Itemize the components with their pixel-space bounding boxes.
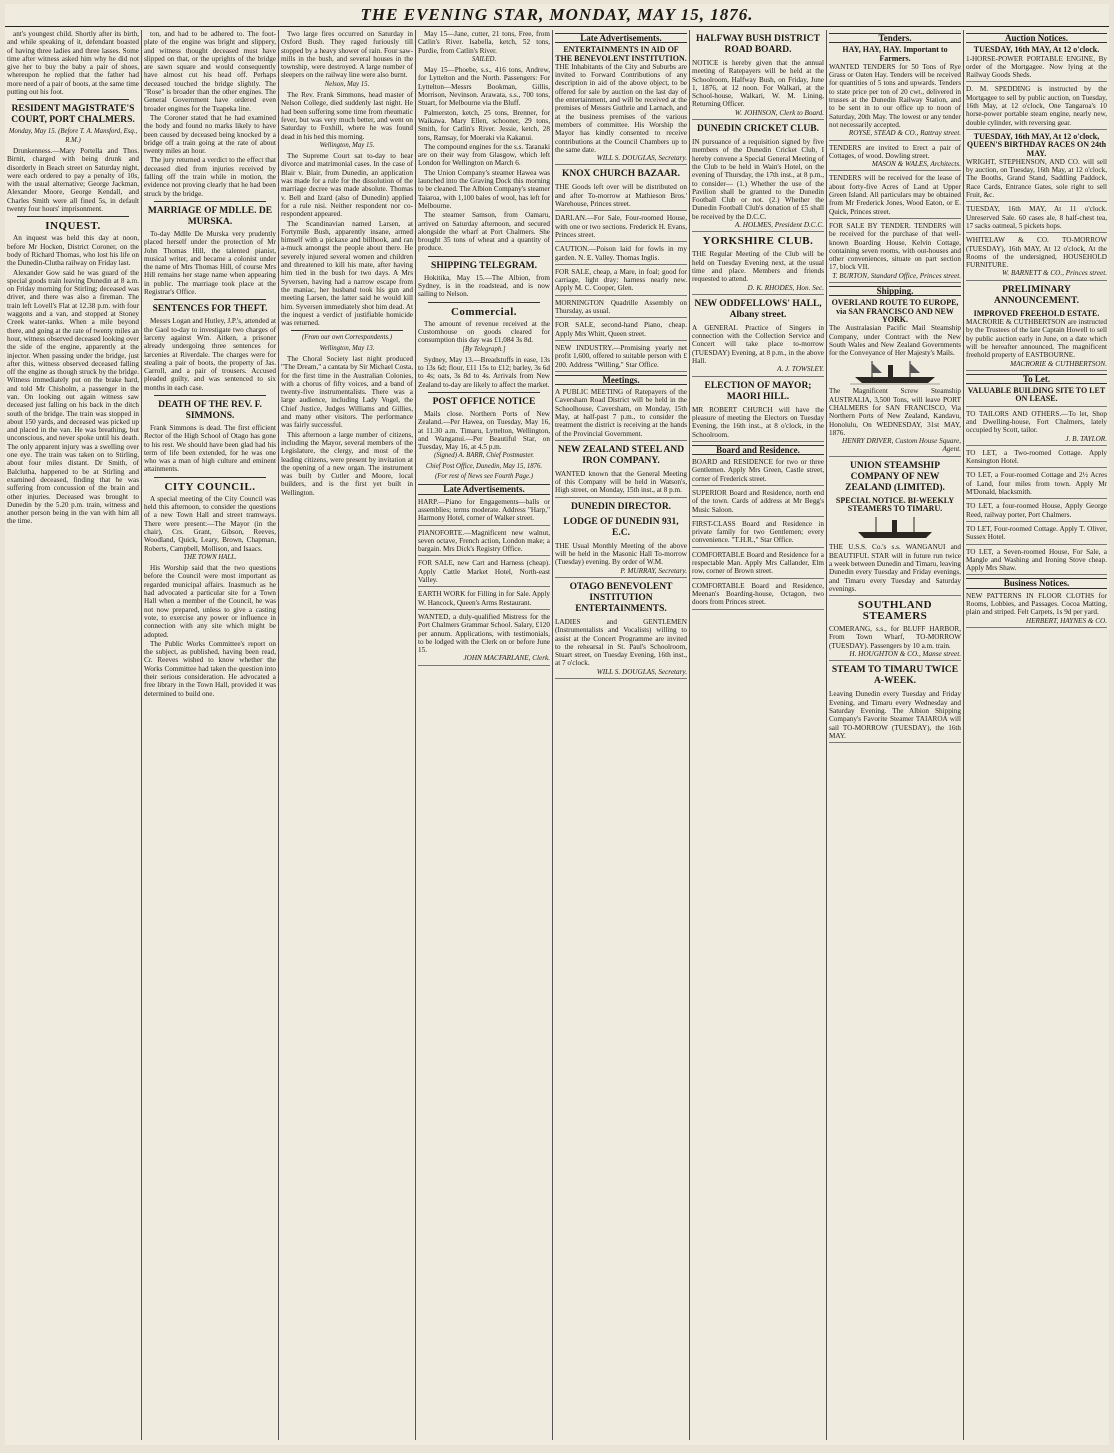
ad-text: SUPERIOR Board and Residence, north end of the town. Cards of address at Mr Begg's Music Saloon. [692,488,824,514]
ad-title: SPECIAL NOTICE. BI-WEEKLY STEAMERS TO TIMARU. [835,495,955,514]
article-text: The Choral Society last night produced "The Dream," a cantata by Sir Michael Costa, for the first time in the Australian Colonies, with a chorus of fifty voices, and a band of twenty-five instrumentalists. There was a large audience, including Lady Vogel, the Chief Justice, Judges Williams and Gillies, and many other visitors. The performance was fairly successful. [281,354,413,430]
ad-title: TUESDAY, 16th MAY, At 12 o'clock. [973,45,1100,55]
section-heading: RESIDENT MAGISTRATE'S COURT, PORT CHALMERS. [11,104,135,126]
ad-signature: D. K. RHODES, Hon. Sec. [747,283,824,292]
ad-text: PIANOFORTE.—Magnificent new walnut, seven octave, French action, London make; a bargain. Mrs Dick's Registry Office. [418,528,550,554]
ad-text: NEW PATTERNS IN FLOOR CLOTHS for Rooms, Lobbies, and Passages. Cocoa Matting, plain and striped. Felt Carpets, 1s 9d per yard. [966,591,1107,617]
ad-heading: OTAGO BENEVOLENT INSTITUTION ENTERTAINMENTS. [569,581,673,614]
column-7 [827,30,964,1440]
ad-text: The Magnificent Screw Steamship AUSTRALIA, 3,500 Tons, will leave PORT CHALMERS for SAN FRANCISCO, Via Northern Ports of New Zealand, Kandavu, Honolulu, On WEDNESDAY, 31st MAY, 1876. [829,387,961,437]
ad-text: TUESDAY, 16th MAY, At 11 o'clock. Unreserved Sale. 60 cases ale, 8 half-chest tea, 17 sacks oatmeal, 5 pickets hops. [966,205,1107,230]
ad-text: FOR SALE BY TENDER. TENDERS will be received for the purchase of that well-known Boarding House, Kelvin Cottage, containing seven rooms, with out-houses and other conveniences, situate on part section 17, block VII. [829,221,961,272]
ad-text: EARTH WORK for Filling in for Sale. Apply W. Hancock, Queen's Arms Restaurant. [418,590,550,607]
article-text: The amount of revenue received at the Customhouse on goods cleared for consumption this day was £1,084 3s 8d. [418,319,550,345]
shipping-text: The compound engines for the s.s. Taranaki are on their way from Glasgow, which left London for Wellington on March 6. [418,142,550,168]
ad-text: WRIGHT, STEPHENSON, AND CO. will sell by auction, on Tuesday, 16th May, at 12 o'clock, The Booths, Grand Stand, Saddling Paddock, Race Cards, Entrance Gates, sole right to sell Fruit, &c. [966,157,1107,200]
ad-title: HAY, HAY, HAY. Important to Farmers. [842,45,948,63]
divider [428,392,540,393]
article-text: The Scandinavian named Larsen, at Fortymile Bush, apparently insane, armed himself with a pickaxe and billhook, and ran a-muck amongst the people about there. He severely injured several women and children and threatened to kill his mate, after having him tied in the bush for two days. A Mrs Syversen, having had a narrow escape from the maniac, her husband took his gun and meeting Larsen, the latter said he would kill him. Syversen immediately shot him dead. At the inquest a verdict of justifiable homicide was returned. [281,219,413,328]
ad-text: TO LET, a Two-roomed Cottage. Apply Kensington Hotel. [966,448,1107,466]
section-heading: Commercial. [450,305,518,318]
ad-heading: UNION STEAMSHIP COMPANY OF NEW ZEALAND (LIMITED). [845,460,945,493]
section-heading: SENTENCES FOR THEFT. [152,304,268,315]
advertisement [829,298,961,456]
section-heading: Business Notices. [966,578,1107,588]
advertisement [555,267,687,296]
ad-title: ENTERTAINMENTS IN AID OF THE BENEVOLENT INSTITUTION. [555,45,687,63]
signature: Chief Post Office, Dunedin, May 15, 1876. [425,462,543,470]
shipping-arrivals: May 15—Jane, cutter, 21 tons, Free, from Catlin's River. Isabella, ketch, 52 tons, Purdie, from Catlin's River. [418,30,550,55]
section-heading: INQUEST. [45,220,101,233]
article-text: Frank Simmons is dead. The first efficient Rector of the High School of Otago has gone to his rest. We should have been glad had his term of life been extended, for he was one who was a man of high culture and eminent attainments. [144,423,276,474]
article-text: The jury returned a verdict to the effect that deceased died from injuries received by falling off the train while in motion, the evidence not proving clearly that he had been struck by the bridge. [144,156,276,198]
advertisement [829,624,961,661]
advertisement [966,591,1107,628]
ad-signature: HENRY DRIVER, Custom House Square, Agent. [842,437,961,454]
ad-text: THE U.S.S. Co.'s s.s. WANGANUI and BEAUTIFUL STAR will in future run twice a week between Dunedin and Timaru, leaving Dunedin every Tuesday and Friday evenings, and Timaru every Tuesday and Saturday evenings. [829,543,961,593]
ad-heading: DUNEDIN CRICKET CLUB. [696,124,820,135]
ad-text: Leaving Dunedin every Tuesday and Friday Evening, and Timaru every Wednesday and Saturday Evening. The Albion Shipping Company's Favorite Steamer TAIAROA will sail TO-MORROW (TUESDAY), the 16th MAY. [829,690,961,740]
advertisement [555,298,687,319]
ad-signature: MASON & WALES, Architects. [871,160,961,169]
ad-signature: ROYSE, STEAD & CO., Rattray street. [848,129,961,138]
ad-text: NEW INDUSTRY.—Promising yearly net profit 1,600, offered to suitable person with £ 200. Address "Willing," Star Office. [555,343,687,369]
advertisement [555,320,687,341]
ad-text: WANTED, a duly-qualified Mistress for the Port Chalmers Grammar School. Salary, £120 per annum. Applications, with testimonials, to be lodged with the Clerk on or before June 15. [418,612,550,655]
advertisement [555,244,687,265]
steamship-icon [850,515,940,541]
advertisement [829,496,961,596]
ad-signature: A. HOLMES, President D.C.C. [734,221,824,230]
newspaper-page [5,4,1109,1445]
dateline: Wellington, May 13. [319,344,375,352]
article-text: ant's youngest child. Shortly after its birth, and while speaking of it, defendant boasted of having three ladies and three lasses. Some time after witness asked him why he did not give her to buy the baby a pair of shoes, whereupon he replied that the father had more need of a pair of boots, at the same time putting out his foot. [7,30,139,97]
ad-text: NOTICE is hereby given that the annual meeting of Ratepayers will be held at the Schoolroom, Halfway Bush, on Friday, June 1, 1876, at 12 noon. For Walkari, at the School-house, Walkari, W. M. Lining, Returning Officer. [692,59,824,109]
ad-heading: NEW ZEALAND STEEL AND IRON COMPANY. [557,444,685,466]
advertisement [966,386,1107,407]
subheading: THE TOWN HALL. [183,553,237,561]
ad-text: BOARD and RESIDENCE for two or three Gentlemen. Apply Mrs Green, Castle street, corner of Frederick street. [692,458,824,483]
ad-text: COMERANG, s.s., for BLUFF HARBOR, From Town Wharf, TO-MORROW (TUESDAY). Passengers by 10 a.m. train. [829,625,961,650]
advertisement [418,589,550,610]
section-heading: Late Advertisements. [555,33,687,43]
advertisement [692,249,824,294]
ad-text: LADIES and GENTLEMEN (Instrumentalists and Vocalists) willing to assist at the Concert Programme are invited to the rehearsal in St. Paul's Schoolroom, Stuart street, on Tuesday Evening, 16th inst., at 7 o'clock. [555,617,687,668]
section-heading: POST OFFICE NOTICE [432,396,536,407]
ad-text: MR ROBERT CHURCH will have the pleasure of meeting the Electors on Tuesday Evening, the 16th inst., at 8 o'clock, in the Schoolroom. [692,405,824,439]
column-3 [279,30,416,1440]
section-heading: CITY COUNCIL. [164,480,256,493]
article-text: The Coroner stated that he had examined the body and found no marks likely to have been caused by deceased being knocked by a bridge off a train going at the rate of about twenty miles an hour. [144,113,276,156]
section-heading: Late Advertisements. [418,484,550,494]
advertisement [418,558,550,587]
article-text: The Rev. Frank Simmons, head master of Nelson College, died suddenly last night. He had been suffering some time from rheumatic fever, but was very much better, and went on Saturday to Foxhill, where he was found dead in his bed this morning. [281,91,413,141]
ad-text: THE Usual Monthly Meeting of the above will be held in the Masonic Hall To-morrow (Tuesday) evening. By order of W.M. [555,541,687,567]
ad-heading: YORKSHIRE CLUB. [702,235,814,248]
section-heading: Auction Notices. [966,33,1107,43]
article-text: This afternoon a large number of citizens, including the Mayor, several members of the Legislature, the clergy, and most of the leading citizens, were present by invitation at the opening of a new organ. The instrument was built by Cutler and Moore, local builders, and is the first yet built in Wellington. [281,430,413,497]
advertisement [692,519,824,548]
advertisement [418,612,550,666]
column-8 [964,30,1109,1440]
article-text: A special meeting of the City Council was held this afternoon, to consider the questions of a new Town Hall and street tramways. There were present:—The Mayor (in the chair), Crs. Grant, Gibson, Reeves, Woodland, Quick, Leary, Brown, Chapman, Roberts, Campbell, Mollison, and Isaacs. [144,494,276,553]
divider [428,256,540,257]
ad-text: FOR SALE, cheap, a Mare, in foal; good for carriage, light dray; harness nearly new. Apply M. C. Cooper, Glen. [555,267,687,293]
advertisement [966,84,1107,129]
advertisement [692,405,824,442]
ad-heading: SOUTHLAND STEAMERS [857,599,933,623]
divider [154,201,266,202]
ad-heading: DUNEDIN DIRECTOR. [570,501,672,512]
advertisement [966,235,1107,280]
ad-text: TO TAILORS AND OTHERS.—To let, Shop and Dwelling-house, Fort Chalmers, lately occupied by Scott, tailor. [966,409,1107,435]
divider [17,99,129,100]
ad-text: TENDERS are invited to Erect a pair of Cottages, of wood. Dowling street. [829,143,961,160]
article-text: His Worship said that the two questions before the Council were most important as regarded municipal affairs. Inasmuch as he had advocated a particular site for a Town Hall when a member of the Council, he was not now prepared, unless to give a casting vote, to exercise any power or influence in connection with any site which might be adopted. [144,564,276,639]
article-text: Hokitika, May 15.—The Albion, from Sydney, is in the roadstead, and is now sailing to Nelson. [418,273,550,299]
advertisement [692,457,824,486]
ad-text: MACRORIE & CUTHBERTSON are instructed by the Trustees of the late Captain Howell to sell by public auction early in June, on a date which will be hereafter announced, The magnificent freehold property of EASTBOURNE. [966,318,1107,360]
ad-text: D. M. SPEDDING is instructed by the Mortgagee to sell by public auction, on Tuesday, 16th May, at 12 o'clock, One Tangaroa's 10 horse-power portable steam engine, nearly new, double cylinder, with reversing gear. [966,85,1107,127]
ad-text: THE Inhabitants of the City and Suburbs are invited to Forward Contributions of any description in aid of the above object, to be offered for sale by auction on the last day of the entertainment, and will be received at the premises of Messrs Guthrie and Larnach, and at the business premises of the various members of committee. [555,62,687,129]
advertisement [966,132,1107,202]
divider [291,330,403,331]
ad-text: WHITELAW & CO. TO-MORROW (TUESDAY), 16th MAY, At 12 o'clock, At the Rooms of the undersigned, HOUSEHOLD FURNITURE. [966,236,1107,270]
advertisement [829,143,961,172]
ad-text: TENDERS will be received for the lease of about forty-five Acres of Land at Upper Green Island. All particulars may be obtained from Mr Frederick Jones, Wood Eaton, or E. Quick, Princes street. [829,174,961,216]
advertisement [418,497,550,526]
masthead [5,4,1109,27]
advertisement [692,581,824,610]
advertisement [966,470,1107,499]
advertisement [555,213,687,242]
ad-title: TUESDAY, 16th MAY, At 12 o'clock, QUEEN'S BIRTHDAY RACES ON 24th MAY. [966,131,1107,158]
article-text: The Supreme Court sat to-day to hear divorce and matrimonial cases. In the case of Blair v. Blair, from Dunedin, an application was made for a rule for the dissolution of the marriage decree was made absolute. Thomas v. Bell and Izard (also of Dunedin) applied for a rule nisi. Neither respondent nor co-respondent appeared. [281,152,413,219]
column-1 [5,30,142,1440]
article-text: Sydney, May 13.—Breadstuffs in ease, 13s to 13s 6d; flour, £11 15s to £12; barley, 3s 6d to 4s; oats, 3s 8d to 4s. Arrivals from New Zealand to-day are likely to affect the market. [418,355,550,389]
ad-title: OVERLAND ROUTE TO EUROPE, via SAN FRANCISCO AND NEW YORK. [831,298,959,324]
advertisement [692,58,824,120]
advertisement [829,45,961,140]
advertisement [966,309,1107,371]
advertisement [418,528,550,557]
column-5 [553,30,690,1440]
advertisement [692,137,824,232]
article-text: ton, and had to be adhered to. The foot-plate of the engine was bright and slippery, and witness thought deceased must have slipped on that, or the uprights of the bridge are sawn square and would consequently have almost cut his head off. Perhaps deceased touched the bridge slightly. The "Rose" is broader than the other engines. The General Government have ordered even broader engines for the Tuapeka line. [144,30,276,113]
ad-text: A PUBLIC MEETING of Ratepayers of the Caversham Road District will be held in the Schoolhouse, Caversham, on Monday, 15th May, at half-past 7 p.m., to consider the treatment the district is receiving at the hands of the Provincial Government. [555,388,687,438]
article-text: Drunkenness.—Mary Portella and Thos. Birnit, charged with being drunk and disorderly in Beach street on Saturday night, were each ordered to pay a penalty of 10s, with the usual alternative; George Jackman, Alexander Moore, George Kendall, and Charles Smith were all fined 5s, in default twenty four hours' imprisonment. [7,146,139,214]
ad-signature: W. JOHNSON, Clerk to Board. [734,108,824,117]
ad-signature: HERBERT, HAYNES & CO. [1025,616,1107,625]
advertisement [966,501,1107,522]
columns [5,30,1109,1440]
ad-text: TO LET, a Four-roomed Cottage and 2½ Acres of Land, four miles from town. Apply Mr M'Donald, blacksmith. [966,471,1107,497]
column-4 [416,30,553,1440]
article-text: Alexander Gow said he was guard of the special goods train leaving Dunedin at 8 a.m. on Friday morning for Stirling; deceased was driver, and there was also a fireman. The train left Lovell's Flat at 12.38 p.m. with four waggons and a van, and stopped at Stoney Creek water-tanks. When a mile beyond there, and going at the rate of twenty miles an hour, witness observed deceased looking over the side of the engine, apparently at the injector. When passing under the bridge, just after this, witness observed deceased falling off the engine as though struck by the bridge. Witness immediately put on the brake hard, and told Mr Chisholm, a passenger in the van. On looking out again witness saw deceased just falling on his back in the ditch south of the bridge. The train was stopped in about 150 yards, and deceased was picked up and placed in the van. He was breathing, but unconscious, and never spoke until his death. The only apparent injury was a swelling over one eye. The train was taken on to Stirling, about four miles distant. Dr Smith, of Balclutha, happened to be at Stirling and examined deceased, finding that he was suffering from concussion of the brain and other injuries. Deceased was brought to Dunedin by the 5.20 p.m. train, witness and another person being in the van with him all the time. [7,268,139,526]
divider [154,299,266,300]
ad-signature: JOHN MACFARLANE, Clerk. [463,654,550,663]
ad-text: COMFORTABLE Board and Residence, Meenan's Boarding-house, Octagon, two doors from Princes street. [692,581,824,607]
ad-text: THE Goods left over will be distributed on and after To-morrow at Mathieson Bros.' Warehouse, Princes street. [555,183,687,209]
shipping-text: The Union Company's steamer Hawea was launched into the Graving Dock this morning to be cleaned. The Albion Company's steamer Taiaroa, with 1,100 bales of wool, has left for Melbourne. [418,168,550,210]
section-heading: SHIPPING TELEGRAM. [431,260,537,271]
ad-text: WANTED known that the General Meeting of this Company will be held in Watson's, High street, on Monday, 15th inst., at 8 p.m. [555,469,687,495]
column-2 [142,30,279,1440]
shipping-text: Palmerston, ketch, 25 tons, Brenner, for Waikawa. Mary Ellen, schooner, 29 tons, Smith, for Catlin's River. Jessie, ketch, 28 tons, Ramsay, for Moeraki via Kakanui. [418,108,550,142]
ad-text: TO LET, a four-roomed House, Apply George Reed, railway porter, Port Chalmers. [966,502,1107,519]
ad-signature: T. BURTON, Standard Office, Princes street. [832,271,961,280]
divider [17,216,129,217]
section-heading: To Let. [966,374,1107,384]
ad-signature: H. HOUGHTON & CO., Manse street. [849,650,961,659]
divider [428,302,540,303]
ad-text: THE Regular Meeting of the Club will be held on Tuesday Evening next, at the usual time and place. Members and friends requested to attend. [692,250,824,284]
ad-text: WANTED TENDERS for 50 Tons of Rye Grass or Oaten Hay. Tenders will be received for quantities of 5 tons and upwards. Tenders to state price per ton of 20 cwt., delivered in trusses at the Dunedin Railway Station, and to be sent in to our office up to noon of Saturday, 20th May. The lowest or any tender not necessarily accepted. [829,62,961,129]
ad-text: TO LET, Four-roomed Cottage. Apply T. Oliver, Sussex Hotel. [966,524,1107,542]
advertisement [555,182,687,211]
ad-text: FOR SALE, new Cart and Harness (cheap). Apply Cattle Market Hotel, North-east Valley. [418,559,550,585]
advertisement [966,547,1107,576]
ad-text: DARLAN.—For Sale, Four-roomed House, with one or two sections. Frederick H. Evans, Princes street. [555,214,687,239]
ad-heading: KNOX CHURCH BAZAAR. [562,169,680,180]
subheading: [By Telegraph.] [462,345,506,353]
subheading: SAILED. [471,55,497,63]
section-heading: MARRIAGE OF MDLLE. DE MURSKA. [147,205,273,227]
section-heading: DEATH OF THE REV. F. SIMMONS. [158,399,262,421]
signature: (Signed) A. BARR, Chief Postmaster. [433,452,535,460]
ad-title: IMPROVED FREEHOLD ESTATE. [973,308,1100,318]
note: (For rest of News see Fourth Page.) [434,473,534,481]
column-6 [690,30,827,1440]
ad-signature: WILL S. DOUGLAS, Secretary. [596,154,687,163]
ad-text: FOR SALE, second-hand Piano, cheap. Apply Mrs Whitt, Queen street. [555,321,687,338]
ad-text: 1-HORSE-POWER PORTABLE ENGINE, By order of the Mortgagee. Now lying at the Railway Goods Sheds. [966,54,1107,80]
ad-title: VALUABLE BUILDING SITE TO LET ON LEASE. [967,386,1106,404]
dateline: Nelson, May 15. [324,80,370,88]
ad-text: COMFORTABLE Board and Residence for a respectable Man. Apply Mrs Callander, Elm row, corner of Brown street. [692,550,824,576]
advertisement [555,45,687,165]
advertisement [555,387,687,441]
advertisement [966,45,1107,82]
section-heading: Board and Residence. [692,445,824,455]
correspondent-line: (From our own Correspondents.) [301,334,393,342]
ad-heading: ELECTION OF MAYOR; MAORI HILL. [704,380,812,402]
article-text: Messrs Logan and Hutley, J.P.'s, attended at the Gaol to-day to investigate two charges of larceny against Wm. Aitken, a prisoner already undergoing three sentences for larcenies at Riverdale. The charges were for stealing a pair of boots, the property of Jas. Carroll, and a pair of trousers. Accused pleaded guilty, and was sentenced to six months in each case. [144,317,276,392]
article-text: An inquest was held this day at noon, before Mr Hocken, District Coroner, on the body of Richard Thomas, who lost his life on the Dunedin-Clutha railway on Friday last. [7,234,139,268]
ad-heading: STEAM TO TIMARU TWICE A-WEEK. [831,665,959,687]
advertisement [692,323,824,377]
steamship-icon [850,359,940,385]
ad-text: CAUTION.—Poison laid for fowls in my garden. N. E. Valley. Thomas Inglis. [555,245,687,262]
advertisement [555,541,687,578]
ad-heading: LODGE OF DUNEDIN 931, E.C. [563,516,679,538]
advertisement [966,448,1107,469]
section-heading: Tenders. [829,33,961,43]
ad-signature: MACRORIE & CUTHBERTSON. [1010,359,1107,368]
shipping-text: The steamer Samson, from Oamaru, arrived on Saturday afternoon, and secured alongside the wharf at Port Chalmers. She brought 35 tons of wheat and a quantity of produce. [418,211,550,253]
ad-text: HARP.—Piano for Engagements—balls or assemblies; terms moderate. Address "Harp," Harmony Hotel, corner of Walker street. [418,497,550,523]
ad-text: The Australasian Pacific Mail Steamship Company, under Contract with the New South Wales and New Zealand Governments for the Conveyance of Her Majesty's Mails. [829,324,961,358]
section-heading: Meetings. [555,375,687,385]
ad-text: A GENERAL Practice of Singers in connection with the Collection Service and Concert will take place to-morrow (TUESDAY) Evening, at 8 p.m., in the above Hall. [692,323,824,366]
ad-text: IN pursuance of a requisition signed by five members of the Dunedin Cricket Club, I hereby convene a Special General Meeting of the Club to be held in Wain's Hotel, on the evening of Thursday, the 17th inst., at 8 p.m., to consider— (1.) Whether the use of the Pavilion shall be granted to the Dunedin Football Club or not. (2.) Whether the Dunedin Football Club's donation of £5 shall be received by the D.C.C. [692,138,824,221]
divider [154,477,266,478]
article-text: Two large fires occurred on Saturday in Oxford Bush. They raged furiously till stopped by a heavy shower of rain. Four saw-mills in the bush, and several houses in the township, were destroyed. A large number of sleepers on the railway line were also burnt. [281,30,413,80]
article-text: The Public Works Committee's report on the subject, as published, having been read, Cr. Reeves wished to know whether the Works Committee had taken the question into their serious consideration. He advocated a free library in the Town Hall, provided it was determined to build one. [144,639,276,698]
ad-signature: P. MURRAY, Secretary. [620,566,687,575]
advertisement [829,173,961,218]
advertisement [829,689,961,743]
section-heading: Shipping. [829,286,961,296]
advertisement [555,469,687,498]
ad-signature: W. BARNETT & CO., Princes street. [1002,269,1107,278]
ad-signature: WILL S. DOUGLAS, Secretary. [596,667,687,676]
advertisement [555,343,687,372]
article-text: Mails close. Northern Ports of New Zealand.—Per Hawea, on Tuesday, May 16, at 11.30 a.m. Timaru, Lyttelton, Wellington, and Wanganui.—Per Beautiful Star, on Tuesday, May 16, at 4.5 p.m. [418,409,550,452]
shipping-sailed: May 15—Phoebe, s.s., 416 tons, Andrew, for Lyttelton and the North. Passengers: For Lyttelton—Messrs Bookman, Gillis, Morrison, Nevinson. Arawata, s.s., 700 tons, Stuart, for Melbourne via the Bluff. [418,66,550,108]
advertisement [966,204,1107,233]
advertisement [692,488,824,517]
advertisement [555,617,687,679]
ad-signature: A. J. TOWSLEY. [777,365,824,374]
article-text: To-day Mdlle De Murska very prudently placed herself under the protection of Mr John Thomas Hill, the talented pianist, musical writer, and became a colonist under the name of Mrs Thomas Hill, of course Mrs Hill remains her stage name when appearing in public. The marriage took place at the Registrar's Office. [144,229,276,297]
ad-text: FIRST-CLASS Board and Residence in private family for two Gentlemen; every convenience. "T.H.R.," Star Office. [692,519,824,545]
ad-text: TO LET, a Seven-roomed House, For Sale, a Mangle and Washing and Ironing Stove cheap. Apply Mrs Shaw. [966,547,1107,573]
ad-heading: HALFWAY BUSH DISTRICT ROAD BOARD. [696,34,820,55]
ad-heading: PRELIMINARY ANNOUNCEMENT. [993,284,1080,306]
advertisement [966,409,1107,446]
ad-text: MORNINGTON Quadrille Assembly on Thursday, as usual. [555,298,687,316]
dateline: Wellington, May 15. [319,141,375,149]
advertisement [829,221,961,283]
divider [154,395,266,396]
ad-heading: NEW ODDFELLOWS' HALL, Albany street. [694,298,822,320]
ad-signature: J. B. TAYLOR. [1065,434,1107,443]
ad-text: His Worship the Mayor has kindly consented to receive contributions at the Council Chambers up to the same date. [555,120,688,154]
dateline: Monday, May 15. (Before T. A. Mansford, Esq., R.M.) [8,128,138,144]
masthead-title: THE EVENING STAR, MONDAY, MAY 15, 1876. [360,5,754,24]
advertisement [966,524,1107,545]
advertisement [692,550,824,579]
